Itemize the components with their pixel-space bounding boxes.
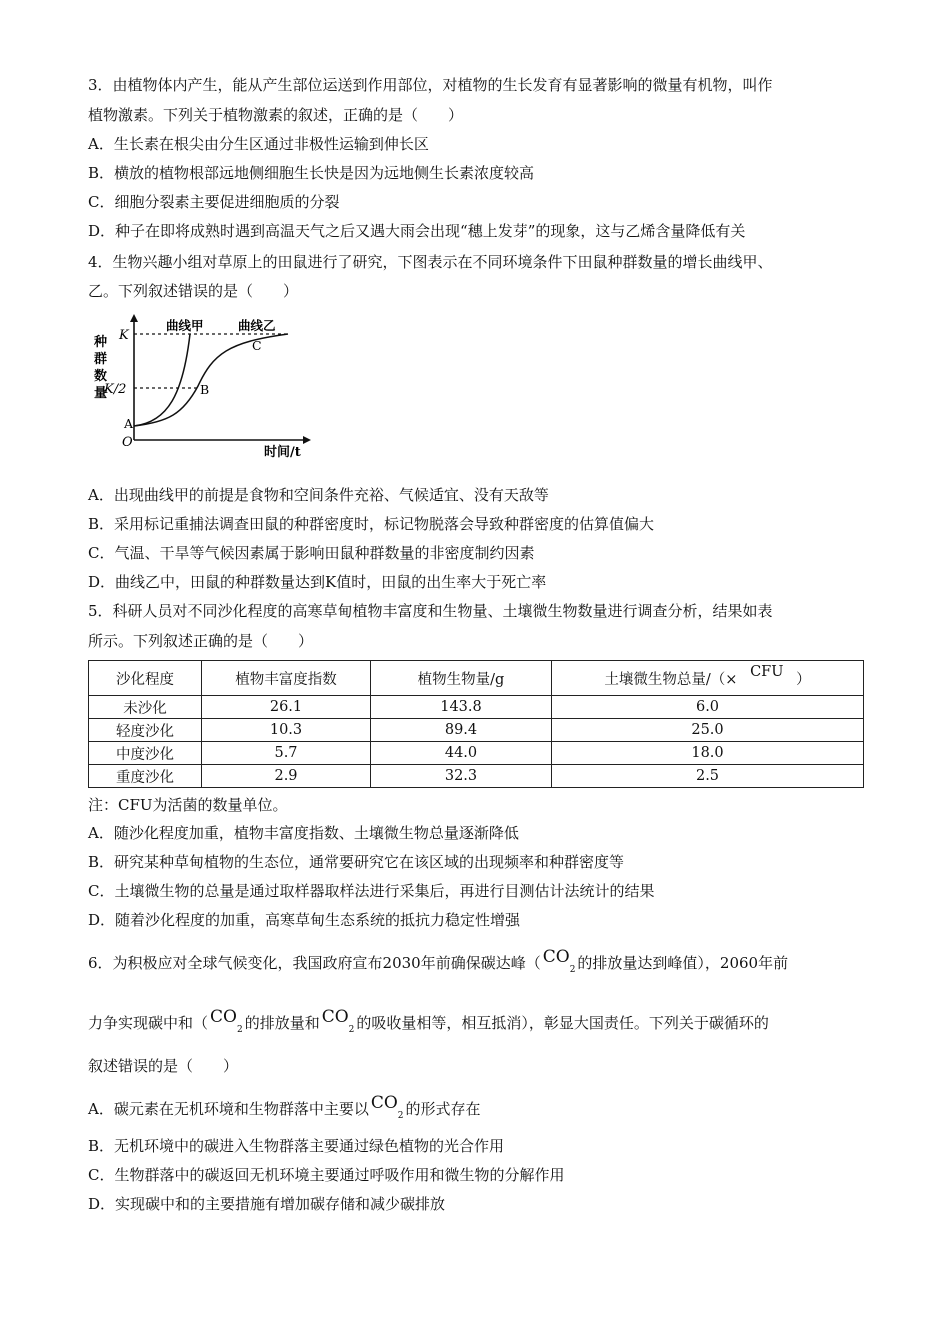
q6-option-a-part-b: 的形式存在: [405, 1100, 481, 1118]
table-cell: 未沙化: [89, 696, 202, 719]
q6-option-d: D．实现碳中和的主要措施有增加碳存储和减少碳排放: [88, 1195, 446, 1213]
table-cell: 25.0: [552, 719, 864, 742]
q3-option-b: B．横放的植物根部远地侧细胞生长快是因为远地侧生长素浓度较高: [88, 164, 535, 182]
table-header: 植物生物量/g: [371, 661, 552, 696]
microbe-header-text: 土壤微生物总量/（×: [604, 671, 738, 688]
q5-note: 注：CFU为活菌的数量单位。: [88, 796, 288, 814]
population-growth-chart: [88, 314, 320, 464]
cfu-unit: CFU: [750, 663, 784, 680]
point-b-label: B: [200, 382, 210, 397]
co2-text: CO: [210, 1007, 237, 1027]
table-cell: 6.0: [552, 696, 864, 719]
origin-label: O: [122, 435, 133, 450]
q3-option-d: D．种子在即将成熟时遇到高温天气之后又遇大雨会出现“穗上发芽”的现象，这与乙烯含量降低有关: [88, 222, 746, 240]
curve-jia: [134, 334, 190, 426]
q5-option-c: C．土壤微生物的总量是通过取样器取样法进行采集后，再进行目测估计法统计的结果: [88, 882, 655, 900]
q5-stem-line2: 所示。下列叙述正确的是（ ）: [88, 632, 314, 650]
q3-stem-line1: 3．由植物体内产生，能从产生部位运送到作用部位，对植物的生长发育有显著影响的微量有机物，叫作: [88, 76, 773, 94]
q5-option-b: B．研究某种草甸植物的生态位，通常要研究它在该区域的出现频率和种群密度等: [88, 853, 625, 871]
q6-line2-part-b: 的排放量和: [244, 1014, 320, 1032]
co2-sub: 2: [569, 965, 576, 976]
microbe-header-close: ）: [796, 671, 811, 688]
q6-option-a-part-a: A．碳元素在无机环境和生物群落中主要以: [88, 1100, 369, 1118]
table-cell: 89.4: [371, 719, 552, 742]
q4-option-a: A．出现曲线甲的前提是食物和空间条件充裕、气候适宜、没有天敌等: [88, 486, 549, 504]
k-half-label: K/2: [104, 382, 127, 397]
y-axis-arrow: [130, 314, 138, 322]
q5-stem-line1: 5．科研人员对不同沙化程度的高寒草甸植物丰富度和生物量、土壤微生物数量进行调查分析，结果如表: [88, 602, 773, 620]
q4-option-c: C．气温、干旱等气候因素属于影响田鼠种群数量的非密度制约因素: [88, 544, 535, 562]
q6-line1-part-b: 的排放量达到峰值），2060年前: [577, 954, 789, 972]
co2-formula: [371, 1092, 404, 1121]
k-label: K: [119, 328, 129, 343]
q6-option-a: [88, 1092, 481, 1121]
co2-sub: 2: [236, 1025, 243, 1036]
table-cell: 重度沙化: [89, 765, 202, 788]
ylabel-char: 群: [94, 352, 108, 367]
co2-text: CO: [542, 947, 570, 967]
table-cell: 32.3: [371, 765, 552, 788]
co2-formula: [322, 1006, 355, 1035]
table-cell: 轻度沙化: [89, 719, 202, 742]
q6-option-b: B．无机环境中的碳进入生物群落主要通过绿色植物的光合作用: [88, 1137, 505, 1155]
point-a-label: A: [124, 416, 134, 431]
co2-formula: [210, 1006, 243, 1035]
table-row: [89, 696, 864, 719]
q6-line1-part-a: 6．为积极应对全球气候变化，我国政府宣布2030年前确保碳达峰（: [88, 954, 541, 972]
q6-option-c: C．生物群落中的碳返回无机环境主要通过呼吸作用和微生物的分解作用: [88, 1166, 565, 1184]
curve-jia-label: 曲线甲: [166, 318, 204, 333]
table-cell: 143.8: [371, 696, 552, 719]
q5-option-d: D．随着沙化程度的加重，高寒草甸生态系统的抵抗力稳定性增强: [88, 911, 521, 929]
x-axis-label: 时间/t: [264, 445, 301, 460]
co2-text: CO: [370, 1093, 398, 1113]
table-header: 沙化程度: [89, 661, 202, 696]
co2-formula: [543, 946, 576, 975]
table-header-row: [89, 661, 864, 696]
q4-option-d: D．曲线乙中，田鼠的种群数量达到K值时，田鼠的出生率大于死亡率: [88, 573, 547, 591]
q6-stem-line3: 叙述错误的是（ ）: [88, 1057, 239, 1075]
q6-line2-part-a: 力争实现碳中和（: [88, 1014, 209, 1032]
table-header-microbe: [552, 661, 864, 696]
co2-sub: 2: [348, 1025, 355, 1036]
table-row: [89, 719, 864, 742]
table-cell: 10.3: [202, 719, 371, 742]
table-header: 植物丰富度指数: [202, 661, 371, 696]
q4-stem-line2: 乙。下列叙述错误的是（ ）: [88, 282, 299, 300]
q6-line2-part-c: 的吸收量相等，相互抵消），彰显大国责任。下列关于碳循环的: [356, 1014, 769, 1032]
table-row: [89, 742, 864, 765]
q6-stem-line2: [88, 1006, 769, 1035]
ylabel-char: 数: [94, 369, 108, 384]
table-cell: 18.0: [552, 742, 864, 765]
population-growth-svg: [88, 314, 320, 464]
q3-option-a: A．生长素在根尖由分生区通过非极性运输到伸长区: [88, 135, 429, 153]
table-cell: 44.0: [371, 742, 552, 765]
curve-yi-label: 曲线乙: [238, 318, 276, 333]
table-cell: 5.7: [202, 742, 371, 765]
q3-option-c: C．细胞分裂素主要促进细胞质的分裂: [88, 193, 340, 211]
ylabel-char: 种: [94, 335, 108, 350]
q5-option-a: A．随沙化程度加重，植物丰富度指数、土壤微生物总量逐渐降低: [88, 824, 519, 842]
table-cell: 2.9: [202, 765, 371, 788]
q6-stem-line1: [88, 946, 788, 975]
q4-option-b: B．采用标记重捕法调查田鼠的种群密度时，标记物脱落会导致种群密度的估算值偏大: [88, 515, 655, 533]
table-cell: 26.1: [202, 696, 371, 719]
sandification-table: [88, 660, 864, 788]
x-axis-arrow: [303, 436, 311, 444]
co2-sub: 2: [397, 1111, 404, 1122]
table-cell: 中度沙化: [89, 742, 202, 765]
table-row: [89, 765, 864, 788]
q4-stem-line1: 4．生物兴趣小组对草原上的田鼠进行了研究，下图表示在不同环境条件下田鼠种群数量的增长曲线甲、: [88, 253, 773, 271]
table-cell: 2.5: [552, 765, 864, 788]
q3-stem-line2: 植物激素。下列关于植物激素的叙述，正确的是（ ）: [88, 106, 464, 124]
curve-yi: [134, 334, 288, 426]
co2-text: CO: [321, 1007, 349, 1027]
ylabel-char: 量: [94, 386, 108, 401]
point-c-label: C: [252, 338, 262, 353]
